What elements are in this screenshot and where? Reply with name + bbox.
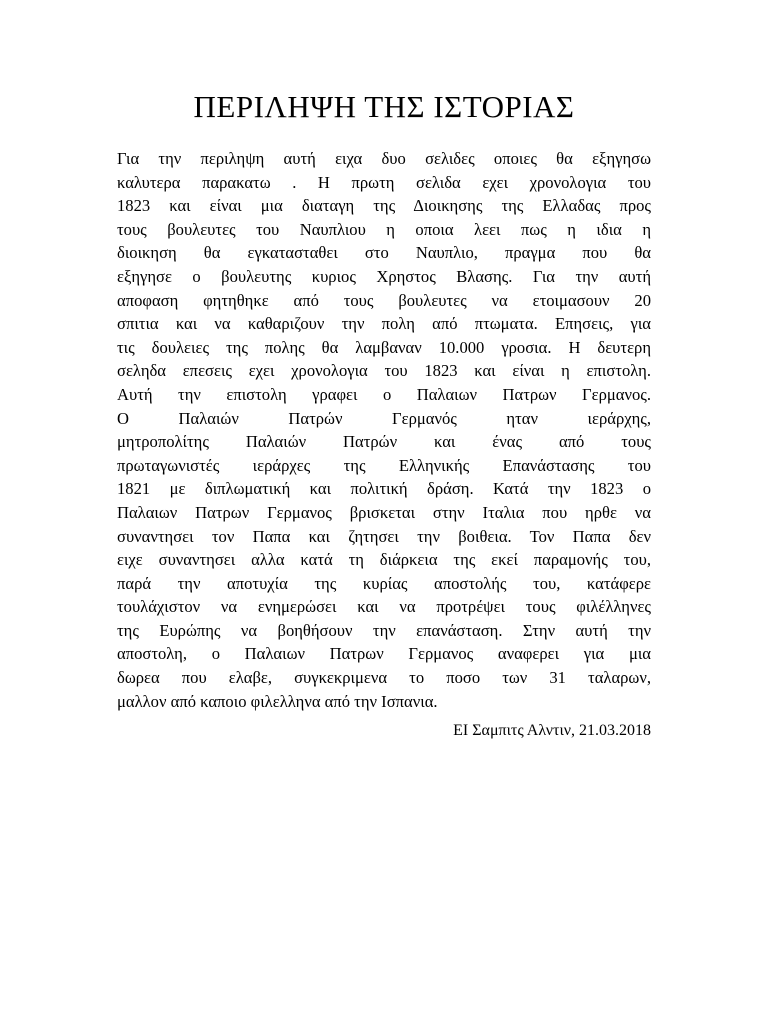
body-line: εξηγησε ο βουλευτης κυριος Χρηστος Βλασης. Για την αυτή	[117, 266, 651, 286]
body-line: διοικηση θα εγκατασταθει στο Ναυπλιο, πραγμα που θα	[117, 243, 651, 263]
body-line: σπιτια και να καθαριζουν την πολη από πτωματα. Επησεις, για	[117, 314, 651, 334]
body-line: δωρεα που ελαβε, συγκεκριμενα το ποσο των 31 ταλαρων,	[117, 668, 651, 688]
body-line: Παλαιων Πατρων Γερμανος βρισκεται στην Ιταλια που ηρθε να	[117, 502, 651, 522]
body-line: συναντησει τον Παπα και ζητησει την βοιθεια. Τον Παπα δεν	[117, 526, 651, 546]
body-line: ειχε συναντησει αλλα κατά τη διάρκεια της εκεί παραμονής του,	[117, 550, 651, 570]
body-line: τις δουλειες της πολης θα λαμβαναν 10.000 γροσια. Η δευτερη	[117, 337, 651, 357]
body-line: αποφαση φητηθηκε από τους βουλευτες να ετοιμασουν 20	[117, 290, 651, 310]
body-line: αποστολη, ο Παλαιων Πατρων Γερμανος αναφερει για μια	[117, 644, 651, 664]
body-line: 1823 και είναι μια διαταγη της Διοικησης της Ελλαδας προς	[117, 196, 651, 216]
body-line: Ο Παλαιών Πατρών Γερμανός ηταν ιεράρχης,	[117, 408, 651, 428]
body-line: καλυτερα παρακατω . Η πρωτη σελιδα εχει χρονολογια του	[117, 172, 651, 192]
body-line: Για την περιληψη αυτή ειχα δυο σελιδες οποιες θα εξηγησω	[117, 149, 651, 168]
body-line: 1821 με διπλωματική και πολιτική δράση. Κατά την 1823 ο	[117, 479, 651, 499]
body-line: της Ευρώπης να βοηθήσουν την επανάσταση. Στην αυτή την	[117, 620, 651, 640]
body-line: σεληδα επεσεις εχει χρονολογια του 1823 και είναι η επιστολη.	[117, 361, 651, 381]
body-line: μητροπολίτης Παλαιών Πατρών και ένας από τους	[117, 432, 651, 452]
body-line: παρά την αποτυχία της κυρίας αποστολής του, κατάφερε	[117, 573, 651, 593]
body-line-last: μαλλον από καποιο φιλελληνα από την Ισπανια.	[117, 691, 438, 711]
signature: ΕΙ Σαμπιτς Αλντιν, 21.03.2018	[453, 722, 651, 739]
body-line: τουλάχιστον να ενημερώσει και να προτρέψει τους φιλέλληνες	[117, 597, 651, 617]
document-title: ΠΕΡΙΛΗΨΗ ΤΗΣ ΙΣΤΟΡΙΑΣ	[193, 89, 575, 124]
body-line: Αυτή την επιστολη γραφει ο Παλαιων Πατρων Γερμανος.	[117, 384, 651, 404]
document-body	[117, 147, 651, 713]
body-line: πρωταγωνιστές ιεράρχες της Ελληνικής Επανάστασης του	[117, 455, 651, 475]
body-line: τους βουλευτες του Ναυπλιου η οποια λεει πως η ιδια η	[117, 219, 651, 239]
